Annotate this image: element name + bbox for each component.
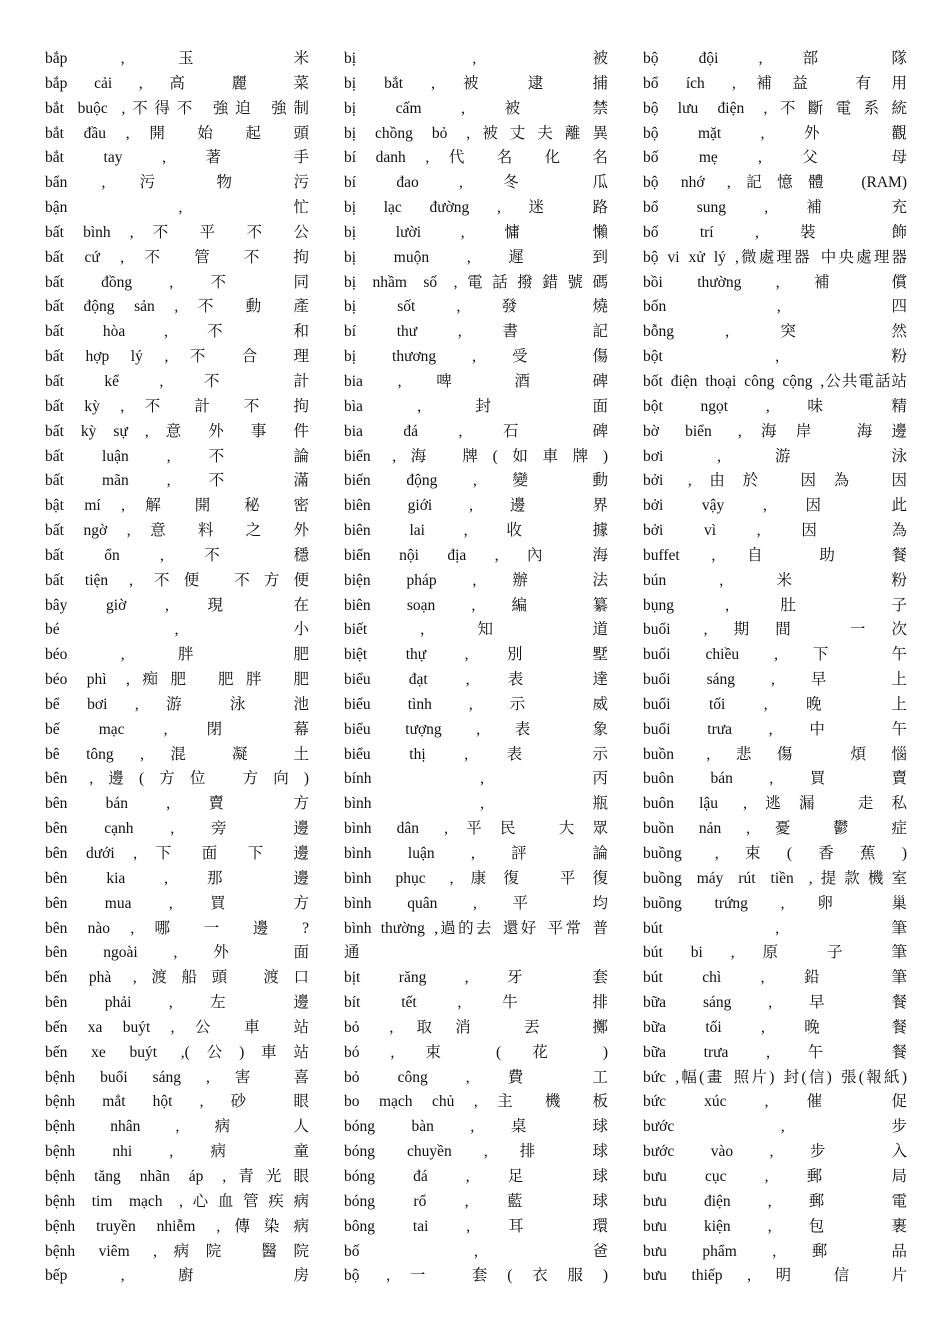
dictionary-entry: bên bán , 賣 方 <box>45 795 309 813</box>
dictionary-entry: bộ lưu điện ,不斷電系統 <box>643 99 907 117</box>
dictionary-page <box>45 47 907 1297</box>
dictionary-entry: biểu thị , 表 示 <box>344 745 608 763</box>
dictionary-entry: bí đao , 冬 瓜 <box>344 174 608 192</box>
dictionary-entry: buổi chiều , 下 午 <box>643 646 907 664</box>
dictionary-entry: bẩn , 污 物 污 <box>45 174 309 192</box>
dictionary-entry: bít tết , 牛 排 <box>344 994 608 1012</box>
dictionary-entry: bữa trưa , 午 餐 <box>643 1043 907 1061</box>
dictionary-entry: bệnh mắt hột , 砂 眼 <box>45 1093 309 1111</box>
dictionary-entry: bệnh buổi sáng , 害 喜 <box>45 1068 309 1086</box>
dictionary-entry: bê tông , 混 凝 土 <box>45 745 309 763</box>
dictionary-entry: bất bình , 不 平 不 公 <box>45 223 309 241</box>
dictionary-entry: bên phải , 左 邊 <box>45 994 309 1012</box>
dictionary-entry: biên giới , 邊 界 <box>344 497 608 515</box>
dictionary-entry: bế mạc , 閉 幕 <box>45 720 309 738</box>
dictionary-entry: bức xúc , 催 促 <box>643 1093 907 1111</box>
dictionary-entry: biên lai , 收 據 <box>344 522 608 540</box>
dictionary-entry: biểu tượng , 表 象 <box>344 720 608 738</box>
dictionary-entry: buổi trưa , 中 午 <box>643 720 907 738</box>
dictionary-entry: 通 <box>344 944 360 962</box>
dictionary-column-1 <box>45 47 309 1297</box>
dictionary-entry: bên nào , 哪 一 邊 ? <box>45 919 309 937</box>
dictionary-entry: bếp , 廚 房 <box>45 1267 309 1285</box>
dictionary-entry: bất mãn , 不 滿 <box>45 472 309 490</box>
dictionary-entry: bắp cải , 高 麗 菜 <box>45 74 309 92</box>
dictionary-entry: bố , 爸 <box>344 1242 608 1260</box>
dictionary-entry: bia đá , 石 碑 <box>344 422 608 440</box>
dictionary-entry: bộ ,一 套(衣服) <box>344 1267 608 1285</box>
dictionary-entry: biển ,海 牌(如車牌) <box>344 447 608 465</box>
dictionary-entry: bưu kiện , 包 裹 <box>643 1217 907 1235</box>
dictionary-entry: buổi ,期間 一次 <box>643 621 907 639</box>
dictionary-entry: bước , 步 <box>643 1118 907 1136</box>
dictionary-entry: bình dân ,平民 大眾 <box>344 820 608 838</box>
dictionary-entry: béo , 胖 肥 <box>45 646 309 664</box>
dictionary-entry: bí danh , 代 名 化 名 <box>344 149 608 167</box>
dictionary-entry: bức ,幅(畫 照片) 封(信) 張(報紙) <box>643 1068 907 1086</box>
dictionary-entry: bơi , 游 泳 <box>643 447 907 465</box>
dictionary-entry: bất đồng , 不 同 <box>45 273 309 291</box>
dictionary-entry: bởi vì , 因 為 <box>643 522 907 540</box>
dictionary-entry: bây giờ , 現 在 <box>45 596 309 614</box>
dictionary-entry: bị bắt , 被 逮 捕 <box>344 74 608 92</box>
dictionary-entry: bất ngờ , 意 料 之 外 <box>45 522 309 540</box>
dictionary-entry: bún , 米 粉 <box>643 571 907 589</box>
dictionary-entry: buồn ,悲傷 煩惱 <box>643 745 907 763</box>
dictionary-entry: bị lười , 慵 懶 <box>344 223 608 241</box>
dictionary-entry: bến xe buýt ,(公)車站 <box>45 1043 309 1061</box>
dictionary-entry: bể bơi , 游 泳 池 <box>45 695 309 713</box>
dictionary-entry: bệnh truyền nhiễm ,傳染病 <box>45 1217 309 1235</box>
dictionary-entry: bóng rổ , 藍 球 <box>344 1192 608 1210</box>
dictionary-entry: bố mẹ , 父 母 <box>643 149 907 167</box>
dictionary-entry: bệnh viêm ,病院 醫院 <box>45 1242 309 1260</box>
dictionary-entry: biểu tình , 示 威 <box>344 695 608 713</box>
dictionary-entry: bất ổn , 不 穩 <box>45 546 309 564</box>
dictionary-entry: buổi tối , 晚 上 <box>643 695 907 713</box>
dictionary-entry: biểu đạt , 表 達 <box>344 671 608 689</box>
dictionary-entry: bữa sáng , 早 餐 <box>643 994 907 1012</box>
dictionary-entry: bắp , 玉 米 <box>45 50 309 67</box>
dictionary-entry: bưu thiếp , 明 信 片 <box>643 1267 907 1285</box>
dictionary-entry: bởi vậy , 因 此 <box>643 497 907 515</box>
dictionary-entry: bắt tay , 著 手 <box>45 149 309 167</box>
dictionary-entry: bất kỳ sự , 意 外 事 件 <box>45 422 309 440</box>
dictionary-entry: bên dưới , 下 面 下 邊 <box>45 845 309 862</box>
dictionary-entry: biện pháp , 辦 法 <box>344 571 608 589</box>
dictionary-entry: bị cấm , 被 禁 <box>344 99 608 117</box>
dictionary-entry: bệnh nhân , 病 人 <box>45 1118 309 1136</box>
dictionary-entry: bất cứ , 不 管 不 拘 <box>45 248 309 266</box>
dictionary-entry: bất tiện , 不便 不方便 <box>45 571 309 589</box>
dictionary-entry: bị thương , 受 傷 <box>344 348 608 366</box>
dictionary-entry: biết , 知 道 <box>344 621 608 639</box>
dictionary-entry: bưu phẩm , 郵 品 <box>643 1242 907 1260</box>
dictionary-entry: buffet , 自 助 餐 <box>643 546 907 564</box>
dictionary-entry: bố trí , 裝 飾 <box>643 223 907 241</box>
dictionary-entry: bị sốt , 發 燒 <box>344 298 608 316</box>
dictionary-entry: bên cạnh , 旁 邊 <box>45 820 309 838</box>
dictionary-entry: bóng bàn , 桌 球 <box>344 1118 608 1136</box>
dictionary-entry: bỏ ,取消 丟 擲 <box>344 1018 608 1036</box>
dictionary-entry: bận , 忙 <box>45 199 309 217</box>
dictionary-entry: biến động , 變 動 <box>344 472 608 490</box>
dictionary-entry: bé , 小 <box>45 621 309 639</box>
dictionary-entry: bính , 丙 <box>344 770 608 788</box>
dictionary-entry: bồi thường , 補 償 <box>643 273 907 291</box>
dictionary-entry: biển nội địa , 內 海 <box>344 546 608 564</box>
dictionary-entry: bộ vi xử lý ,微處理器 中央處理器 <box>643 248 907 266</box>
dictionary-entry: bút , 筆 <box>643 919 907 937</box>
dictionary-entry: bệnh tim mạch ,心血管疾病 <box>45 1192 309 1210</box>
dictionary-entry: bỗng , 突 然 <box>643 323 907 341</box>
dictionary-entry: bổ ích ,補益 有用 <box>643 74 907 92</box>
dictionary-entry: bất luận , 不 論 <box>45 447 309 465</box>
dictionary-entry: bìa , 封 面 <box>344 397 608 415</box>
dictionary-entry: bia , 啤 酒 碑 <box>344 372 608 390</box>
dictionary-entry: bốn , 四 <box>643 298 907 316</box>
dictionary-entry: bụng , 肚 子 <box>643 596 907 614</box>
dictionary-entry: bó , 束 ( 花 ) <box>344 1043 608 1061</box>
dictionary-entry: bất kể , 不 計 <box>45 372 309 390</box>
dictionary-entry: bình quân , 平 均 <box>344 894 608 912</box>
dictionary-entry: bên mua , 買 方 <box>45 894 309 912</box>
dictionary-entry: bông tai , 耳 環 <box>344 1217 608 1235</box>
dictionary-entry: bo mạch chủ , 主 機 板 <box>344 1093 608 1111</box>
dictionary-entry: bất động sản , 不 動 產 <box>45 298 309 316</box>
dictionary-entry: bút chì , 鉛 筆 <box>643 969 907 987</box>
dictionary-entry: bình luận , 評 論 <box>344 845 608 862</box>
dictionary-column-2 <box>344 47 608 1297</box>
dictionary-entry: bên ,邊(方位 方向) <box>45 770 309 788</box>
dictionary-entry: bình phục ,康復 平復 <box>344 869 608 887</box>
dictionary-entry: biệt thự , 別 墅 <box>344 646 608 664</box>
dictionary-entry: bút bi , 原 子 筆 <box>643 944 907 962</box>
dictionary-entry: buổi sáng , 早 上 <box>643 671 907 689</box>
dictionary-entry: bắt đầu , 開 始 起 頭 <box>45 124 309 142</box>
dictionary-entry: biên soạn , 編 纂 <box>344 596 608 614</box>
dictionary-entry: bệnh tăng nhãn áp ,青光眼 <box>45 1167 309 1185</box>
dictionary-entry: buồng máy rút tiền ,提款機室 <box>643 869 907 887</box>
dictionary-entry: bổ sung , 補 充 <box>643 199 907 217</box>
dictionary-column-3 <box>643 47 907 1297</box>
dictionary-entry: bột ngọt , 味 精 <box>643 397 907 415</box>
dictionary-entry: buôn lậu ,逃漏 走私 <box>643 795 907 813</box>
dictionary-entry: bến xa buýt , 公 車 站 <box>45 1018 309 1036</box>
dictionary-entry: bước vào , 步 入 <box>643 1143 907 1161</box>
dictionary-entry: bên kia , 那 邊 <box>45 869 309 887</box>
dictionary-entry: bất kỳ , 不 計 不 拘 <box>45 397 309 415</box>
dictionary-entry: buồn nản , 憂 鬱 症 <box>643 820 907 838</box>
dictionary-entry: bỏ công , 費 工 <box>344 1068 608 1086</box>
dictionary-entry: bưu điện , 郵 電 <box>643 1192 907 1210</box>
dictionary-entry: bình thường ,過的去 還好 平常 普 <box>344 919 608 937</box>
dictionary-entry: bật mí , 解 開 秘 密 <box>45 497 309 515</box>
dictionary-entry: béo phì ,痴肥 肥胖 肥 <box>45 671 309 689</box>
dictionary-entry: bất hòa , 不 和 <box>45 323 309 341</box>
dictionary-entry: bắt buộc ,不得不 強迫 強制 <box>45 99 309 117</box>
dictionary-entry: bị lạc đường , 迷 路 <box>344 199 608 217</box>
dictionary-entry: buôn bán , 買 賣 <box>643 770 907 788</box>
dictionary-entry: bí thư , 書 記 <box>344 323 608 341</box>
dictionary-entry: bị muộn , 遲 到 <box>344 248 608 266</box>
dictionary-entry: bộ đội , 部 隊 <box>643 50 907 67</box>
dictionary-entry: buồng ,束(香蕉) <box>643 845 907 862</box>
dictionary-entry: bộ mặt , 外 觀 <box>643 124 907 142</box>
dictionary-entry: buồng trứng , 卵 巢 <box>643 894 907 912</box>
dictionary-entry: bịt răng , 牙 套 <box>344 969 608 987</box>
dictionary-entry: bị chồng bỏ ,被丈夫離異 <box>344 124 608 142</box>
dictionary-entry: bến phà ,渡船頭 渡口 <box>45 969 309 987</box>
dictionary-entry: bình , 瓶 <box>344 795 608 813</box>
dictionary-entry: bệnh nhi , 病 童 <box>45 1143 309 1161</box>
dictionary-entry: bị nhầm số ,電話撥錯號碼 <box>344 273 608 291</box>
dictionary-entry: bóng đá , 足 球 <box>344 1167 608 1185</box>
dictionary-entry: bất hợp lý , 不 合 理 <box>45 348 309 366</box>
dictionary-entry: bóng chuyền , 排 球 <box>344 1143 608 1161</box>
dictionary-entry: bộ nhớ ,記憶體 (RAM) <box>643 174 907 192</box>
dictionary-entry: bên ngoài , 外 面 <box>45 944 309 962</box>
dictionary-entry: bốt điện thoại công cộng ,公共電話站 <box>643 372 907 390</box>
dictionary-entry: bị , 被 <box>344 50 608 67</box>
dictionary-entry: bột , 粉 <box>643 348 907 366</box>
dictionary-entry: bữa tối , 晚 餐 <box>643 1018 907 1036</box>
dictionary-entry: bờ biển ,海岸 海邊 <box>643 422 907 440</box>
dictionary-entry: bởi ,由於 因為 因 <box>643 472 907 490</box>
dictionary-entry: bưu cục , 郵 局 <box>643 1167 907 1185</box>
